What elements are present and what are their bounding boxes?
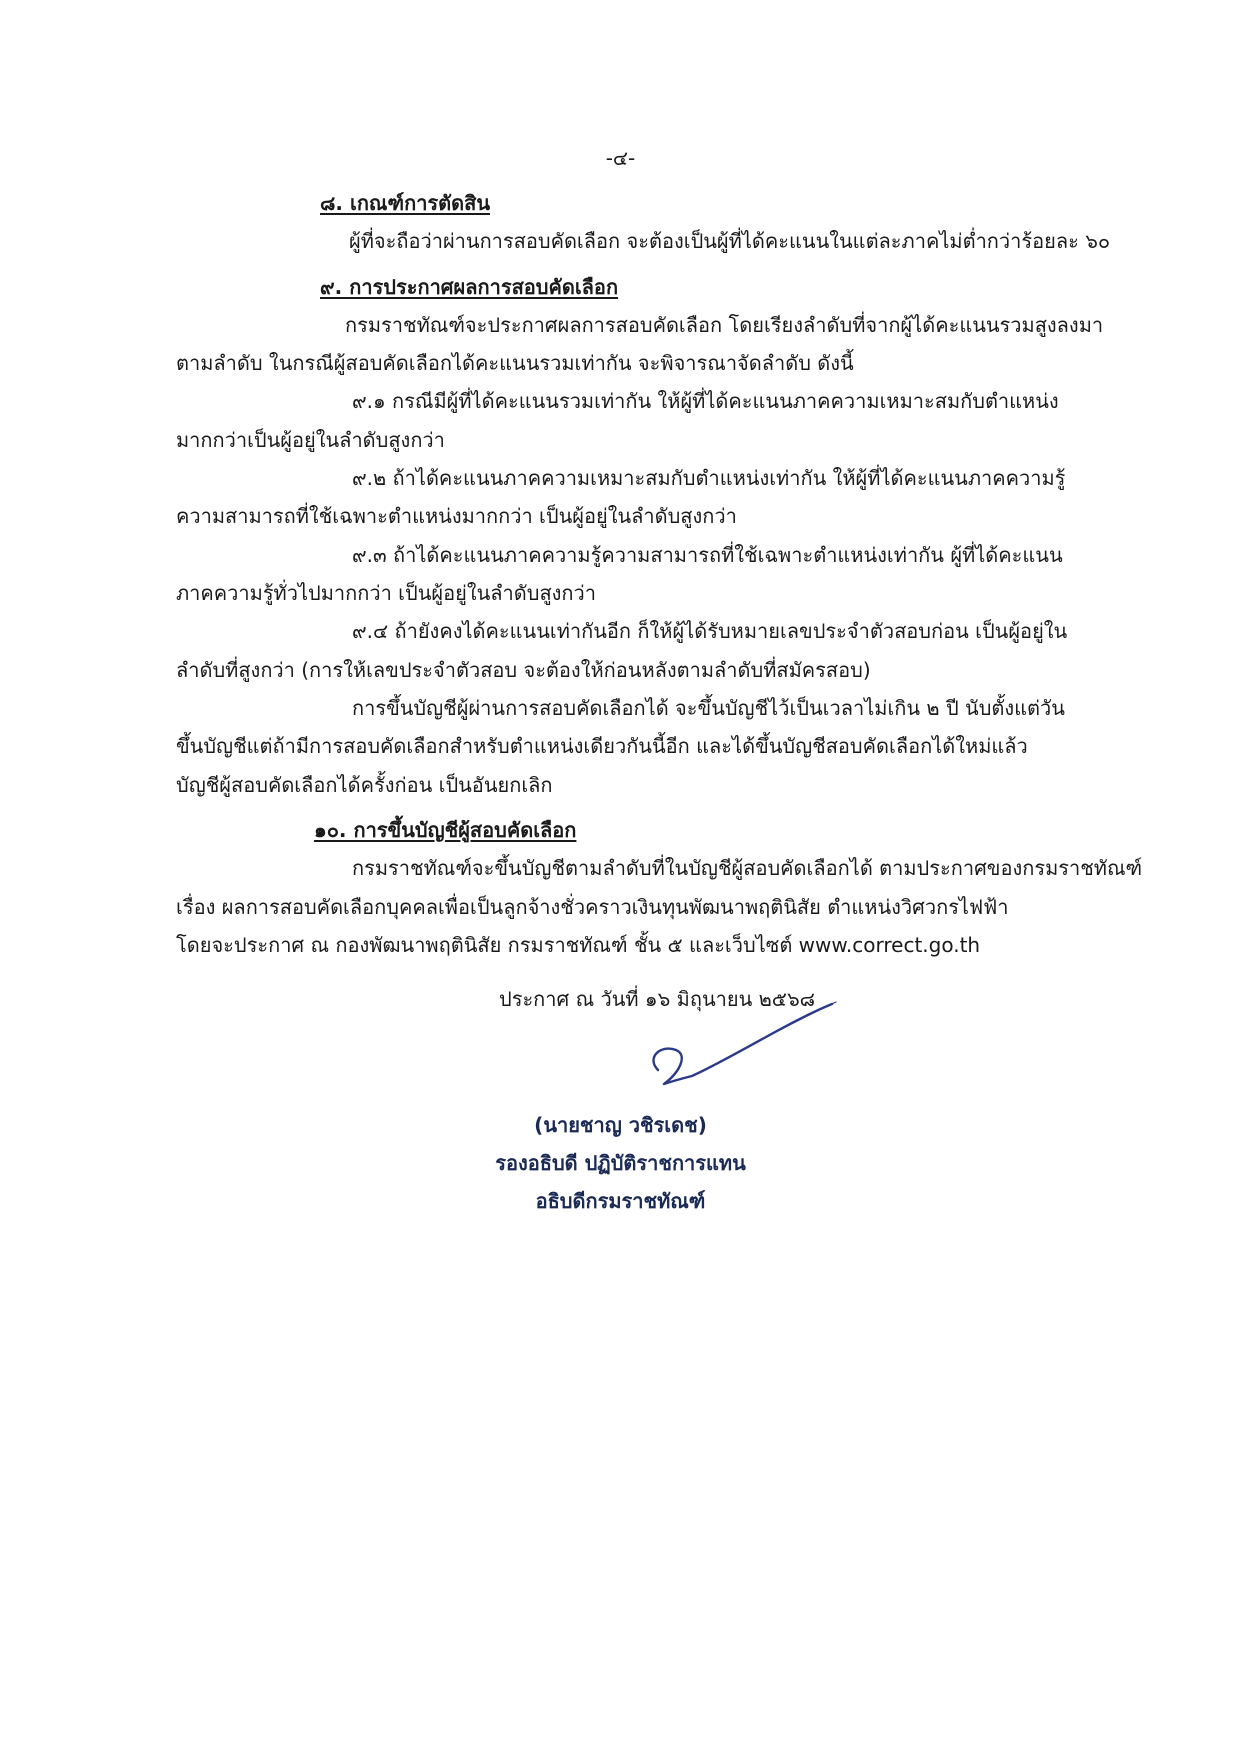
section-9-line: มากกว่าเป็นผู้อยู่ในลำดับสูงกว่า	[176, 428, 445, 452]
signer-title: รองอธิบดี ปฏิบัติราชการแทน	[495, 1151, 746, 1175]
section-10-heading: ๑๐. การขึ้นบัญชีผู้สอบคัดเลือก	[314, 818, 577, 842]
section-9-line: บัญชีผู้สอบคัดเลือกได้ครั้งก่อน เป็นอันยกเลิก	[176, 773, 553, 797]
section-9-line: ๙.๑ กรณีมีผู้ที่ได้คะแนนรวมเท่ากัน ให้ผู้ที่ได้คะแนนภาคความเหมาะสมกับตำแหน่ง	[352, 389, 1059, 413]
section-9-line: ๙.๒ ถ้าได้คะแนนภาคความเหมาะสมกับตำแหน่งเท่ากัน ให้ผู้ที่ได้คะแนนภาคความรู้	[352, 466, 1066, 490]
section-9-line: ตามลำดับ ในกรณีผู้สอบคัดเลือกได้คะแนนรวมเท่ากัน จะพิจารณาจัดลำดับ ดังนี้	[176, 351, 854, 375]
announcement-date: ประกาศ ณ วันที่ ๑๖ มิถุนายน ๒๕๖๘	[499, 987, 816, 1011]
section-9-line: ขึ้นบัญชีแต่ถ้ามีการสอบคัดเลือกสำหรับตำแหน่งเดียวกันนี้อีก และได้ขึ้นบัญชีสอบคัดเลือกได้ใหม่แล้ว	[176, 734, 1028, 758]
section-10-line: เรื่อง ผลการสอบคัดเลือกบุคคลเพื่อเป็นลูกจ้างชั่วคราวเงินทุนพัฒนาพฤตินิสัย ตำแหน่งวิศวกรไฟฟ้า	[176, 895, 1009, 919]
page-number: -๔-	[605, 146, 636, 170]
section-10-line: โดยจะประกาศ ณ กองพัฒนาพฤตินิสัย กรมราชทัณฑ์ ชั้น ๕ และเว็บไซต์ www.correct.go.th	[176, 933, 981, 957]
signer-name: (นายชาญ วชิรเดช)	[534, 1113, 707, 1137]
section-10-line: กรมราชทัณฑ์จะขึ้นบัญชีตามลำดับที่ในบัญชีผู้สอบคัดเลือกได้ ตามประกาศของกรมราชทัณฑ์	[352, 856, 1143, 880]
section-9-line: ๙.๓ ถ้าได้คะแนนภาคความรู้ความสามารถที่ใช้เฉพาะตำแหน่งเท่ากัน ผู้ที่ได้คะแนน	[352, 543, 1063, 567]
section-9-line: ภาคความรู้ทั่วไปมากกว่า เป็นผู้อยู่ในลำดับสูงกว่า	[176, 581, 596, 605]
section-8-line: ผู้ที่จะถือว่าผ่านการสอบคัดเลือก จะต้องเป็นผู้ที่ได้คะแนนในแต่ละภาคไม่ต่ำกว่าร้อยละ ๖๐	[349, 229, 1111, 253]
section-8-heading: ๘. เกณฑ์การตัดสิน	[320, 191, 491, 215]
signer-title: อธิบดีกรมราชทัณฑ์	[535, 1189, 706, 1213]
section-9-line: การขึ้นบัญชีผู้ผ่านการสอบคัดเลือกได้ จะขึ้นบัญชีไว้เป็นเวลาไม่เกิน ๒ ปี นับตั้งแต่วัน	[352, 696, 1065, 720]
section-9-line: ความสามารถที่ใช้เฉพาะตำแหน่งมากกว่า เป็นผู้อยู่ในลำดับสูงกว่า	[176, 504, 737, 528]
section-9-line: ๙.๔ ถ้ายังคงได้คะแนนเท่ากันอีก ก็ให้ผู้ได้รับหมายเลขประจำตัวสอบก่อน เป็นผู้อยู่ใน	[352, 619, 1068, 643]
section-9-heading: ๙. การประกาศผลการสอบคัดเลือก	[320, 275, 619, 299]
signature-mark	[640, 1000, 840, 1110]
section-9-line: ลำดับที่สูงกว่า (การให้เลขประจำตัวสอบ จะต้องให้ก่อนหลังตามลำดับที่สมัครสอบ)	[176, 658, 871, 682]
section-9-line: กรมราชทัณฑ์จะประกาศผลการสอบคัดเลือก โดยเรียงลำดับที่จากผู้ได้คะแนนรวมสูงลงมา	[345, 313, 1104, 337]
